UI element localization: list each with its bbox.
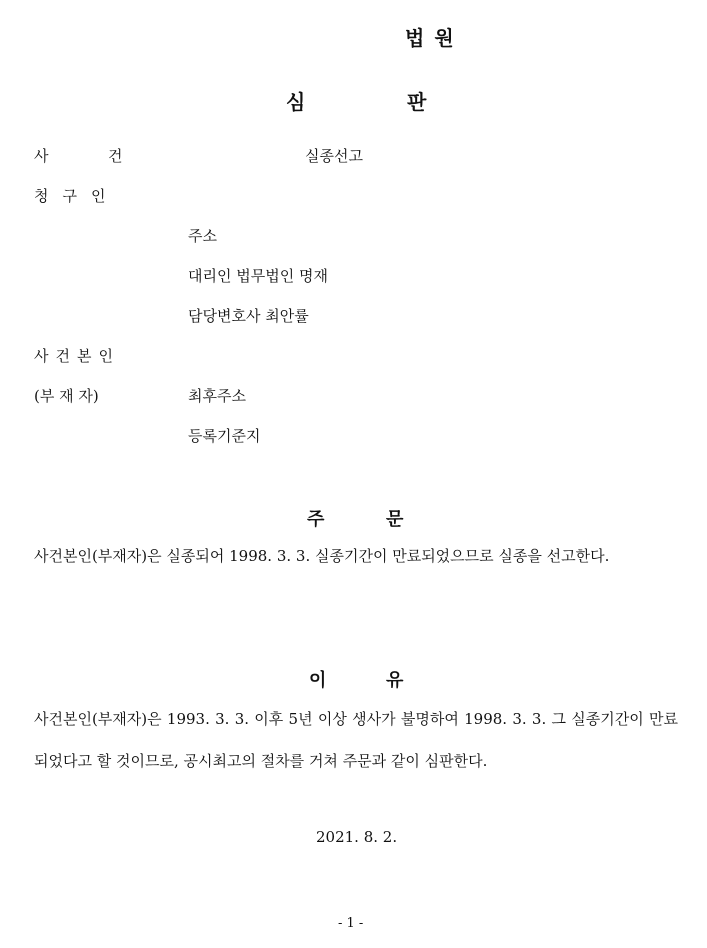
subject-registry: 등록기준지 — [188, 427, 261, 445]
document-title-left: 심 — [286, 90, 306, 114]
order-text: 사건본인(부재자)은 실종되어 1998. 3. 3. 실종기간이 만료되었으므로 실종을 선고한다. — [34, 547, 610, 565]
subject-sublabel: (부 재 자) — [34, 387, 99, 405]
order-heading-right: 문 — [386, 509, 404, 530]
claimant-agent: 대리인 법무법인 명재 — [188, 267, 328, 285]
case-value: 실종선고 — [305, 147, 363, 165]
order-heading-left: 주 — [307, 509, 325, 530]
subject-label: 사건본인 — [34, 347, 120, 365]
reason-heading-right: 유 — [386, 670, 404, 691]
decision-date: 2021. 8. 2. — [316, 828, 398, 846]
case-label-left: 사 — [34, 147, 49, 165]
claimant-attorney: 담당변호사 최안률 — [188, 307, 309, 325]
court-name: 법원 — [405, 26, 464, 50]
reason-heading-left: 이 — [309, 670, 327, 691]
page-number: - 1 - — [338, 916, 364, 931]
case-label-right: 건 — [108, 147, 123, 165]
document-title-right: 판 — [407, 90, 427, 114]
claimant-address: 주소 — [188, 227, 217, 245]
reason-text: 사건본인(부재자)은 1993. 3. 3. 이후 5년 이상 생사가 불명하여 1998. 3. 3. 그 실종기간이 만료되었다고 할 것이므로, 공시최고의 절차를 거쳐 주문과 같이 심판한다. — [34, 710, 678, 770]
claimant-label: 청구인 — [34, 187, 120, 205]
subject-last-address: 최후주소 — [188, 387, 246, 405]
